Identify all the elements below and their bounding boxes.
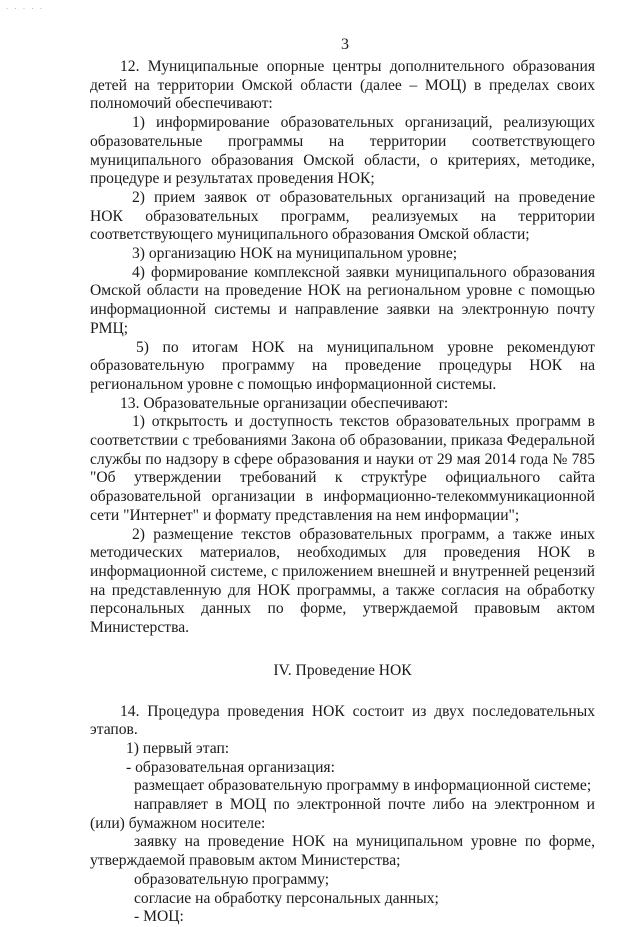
paragraph-p12_4: 4) формирование комплексной заявки муниципального образования Омской области на проведение НОК на региональном уровне с помощью информационной системы и направление заявки на электронную почту РМЦ; bbox=[90, 263, 595, 337]
paragraph-p14_8: - МОЦ: bbox=[134, 908, 184, 926]
section-heading: IV. Проведение НОК bbox=[273, 661, 412, 679]
paragraph-p12_2: 2) прием заявок от образовательных организаций на проведение НОК образовательных программ, реализуемых на территории соответствующего муниципального образования Омской области; bbox=[90, 188, 595, 244]
paragraph-p12_3: 3) организацию НОК на муниципальном уровне; bbox=[132, 245, 458, 263]
paragraph-p13: 13. Образовательные организации обеспечивают: bbox=[120, 394, 449, 412]
scan-corner-mark: · · · · · bbox=[6, 5, 45, 13]
paragraph-p14_4: направляет в МОЦ по электронной почте либо на электронном и (или) бумажном носителе: bbox=[90, 796, 595, 832]
paragraph-p14: 14. Процедура проведения НОК состоит из двух последовательных этапов. bbox=[90, 702, 595, 739]
paragraph-p14_5: заявку на проведение НОК на муниципальном уровне по форме, утверждаемой правовым актом Министерства; bbox=[90, 833, 595, 870]
document-body bbox=[90, 58, 595, 927]
paragraphs-before-heading bbox=[90, 58, 595, 638]
paragraph-p13_2: 2) размещение текстов образовательных программ, а также иных методических материалов, необходимых для проведения НОК в информационной системе, с приложением внешней и внутренней рецензий на представленную для НОК программы, а также согласия на обработку персональных данных по форме, утверждаемой правовым актом Министерства. bbox=[90, 525, 595, 637]
paragraphs-after-heading bbox=[90, 703, 595, 927]
paragraph-p12: 12. Муниципальные опорные центры дополнительного образования детей на территории Омской области (далее – МОЦ) в пределах своих полномочий обеспечивают: bbox=[90, 58, 595, 113]
paragraph-p14_1: 1) первый этап: bbox=[126, 739, 230, 757]
paragraph-p13_1: 1) открытость и доступность текстов образовательных программ в соответствии с требованиями Закона об образовании, приказа Федеральной службы по надзору в сфере образования и науки от 29 мая 2014 года № 785 "Об утверждении требований к структуре официального сайта образовательной организации в информационно-телекоммуникационной сети "Интернет" и формату представления на нем информации"; bbox=[90, 413, 595, 524]
paragraph-p14_7: согласие на обработку персональных данных; bbox=[134, 889, 439, 907]
page-number: 3 bbox=[341, 36, 349, 53]
paragraph-p12_5: 5) по итогам НОК на муниципальном уровне рекомендуют образовательную программу на проведение процедуры НОК на региональном уровне с помощью информационной системы. bbox=[90, 338, 595, 393]
paragraph-p14_6: образовательную программу; bbox=[134, 870, 330, 888]
paragraph-p12_1: 1) информирование образовательных организаций, реализующих образовательные программы на территории соответствующего муниципального образования Омской области, о критериях, методике, процедуре и результатах проведения НОК; bbox=[90, 114, 595, 188]
paragraph-p14_3: размещает образовательную программу в информационной системе; bbox=[134, 777, 592, 795]
paragraph-p14_2: - образовательная организация: bbox=[126, 758, 335, 776]
